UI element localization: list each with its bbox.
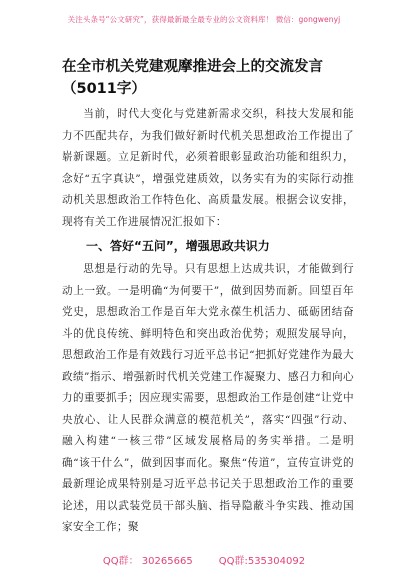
footer-qq-groups xyxy=(0,552,408,567)
qq-group-1: QQ群： 30265665 xyxy=(102,556,193,567)
section-heading-1: 一、答好“五问”，增强思政共识力 xyxy=(86,239,270,253)
header-promo-note: 关注头条号“公文研究”，获得最新最全最专业的公文资料库！ 微信：gongwenyj xyxy=(67,15,341,24)
document-title: 在全市机关党建观摩推进会上的交流发言（5011字） xyxy=(62,59,323,97)
section-1-paragraph: 思想是行动的先导。只有思想上达成共识，才能做到行动上一致。一是明确“为何要干”，做到因势而新。回望百年党史，思想政治工作是百年大党永葆生机活力、砥砺团结奋斗的优良传统、鲜明特色和突出政治优势；观照发展导向，思想政治工作是有效践行习近平总书记“把抓好党建作为最大政绩”指示、增强新时代机关党建工作凝聚力、感召力和向心力的重要抓手；因应现实需要，思想政治工作是创建“让党中央放心、让人民群众满意的模范机关”，落实“四强”行动、融入构建“一核三带”区域发展格局的务实举措。二是明确“该干什么”，做到因事而化。聚焦“传道”，宣传宣讲党的最新理论成果特别是习近平总书记关于思想政治工作的重要论述，用以武装党员干部头脑、指导隐蔽斗争实践、推动国家安全工作；聚 xyxy=(62,263,354,533)
document-body xyxy=(62,104,354,539)
qq-group-2: QQ群:535304092 xyxy=(218,556,306,567)
intro-paragraph: 当前，时代大变化与党建新需求交织，科技大发展和能力不匹配共存，为我们做好新时代机关思想政治工作提出了崭新课题。立足新时代，必须着眼彰显政治功能和组织力，念好“五字真诀”，增强党建质效，以务实有为的实际行动推动机关思想政治工作特色化、高质量发展。根据会议安排，现将有关工作进展情况汇报如下： xyxy=(62,108,354,228)
